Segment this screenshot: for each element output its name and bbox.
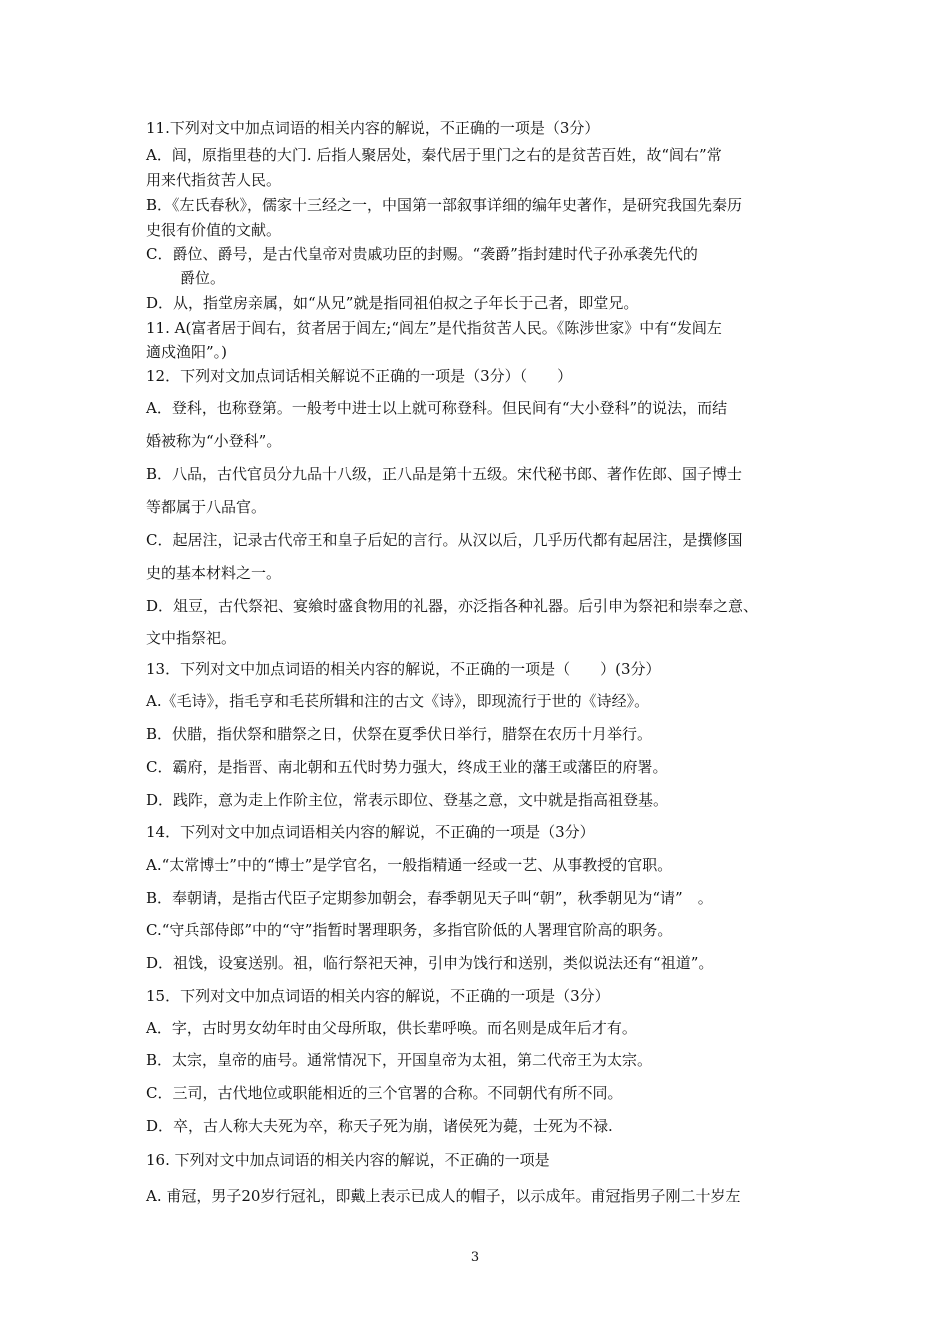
text-line: A．字，古时男女幼年时由父母所取，供长辈呼唤。而名则是成年后才有。 — [146, 1019, 637, 1037]
text-line: 爵位。 — [180, 269, 226, 287]
text-line: A．登科，也称登第。一般考中进士以上就可称登科。但民间有“大小登科”的说法，而结 — [146, 399, 728, 417]
text-line: 12．下列对文加点词话相关解说不正确的一项是（3分）（ ） — [146, 367, 573, 385]
text-line: 適戍渔阳”。) — [146, 343, 228, 361]
text-line: C．爵位、爵号，是古代皇帝对贵戚功臣的封赐。“袭爵”指封建时代子孙承袭先代的 — [146, 245, 698, 263]
text-line: 等都属于八品官。 — [146, 498, 267, 516]
text-line: 史的基本材料之一。 — [146, 564, 282, 582]
text-line: D．卒，古人称大夫死为卒，称天子死为崩，诸侯死为薨，士死为不禄. — [146, 1117, 613, 1135]
text-line: 16. 下列对文中加点词语的相关内容的解说，不正确的一项是 — [146, 1151, 550, 1169]
text-line: A.《毛诗》，指毛亨和毛苌所辑和注的古文《诗》，即现流行于世的《诗经》。 — [146, 692, 650, 710]
text-line: 14．下列对文中加点词语相关内容的解说，不正确的一项是（3分） — [146, 823, 595, 841]
text-line: A．闾，原指里巷的大门. 后指人聚居处，秦代居于里门之右的是贫苦百姓，故“闾右”常 — [146, 146, 722, 164]
text-line: 11. A(富者居于闾右，贫者居于闾左;“闾左”是代指贫苦人民。《陈涉世家》中有“发闾左 — [146, 319, 722, 337]
text-line: D．践阼，意为走上作阶主位，常表示即位、登基之意，文中就是指高祖登基。 — [146, 791, 669, 809]
text-line: B．奉朝请，是指古代臣子定期参加朝会，春季朝见天子叫“朝”，秋季朝见为“请” 。 — [146, 889, 713, 907]
text-line: D．俎豆，古代祭祀、宴飨时盛食物用的礼器，亦泛指各种礼器。后引申为祭祀和崇奉之意、 — [146, 597, 759, 615]
text-line: 史很有价值的文献。 — [146, 221, 282, 239]
text-line: D．祖饯，设宴送别。祖，临行祭祀天神，引申为饯行和送别，类似说法还有“祖道”。 — [146, 954, 714, 972]
text-line: 用来代指贫苦人民。 — [146, 171, 282, 189]
text-line: C．起居注，记录古代帝王和皇子后妃的言行。从汉以后，几乎历代都有起居注，是撰修国 — [146, 531, 743, 549]
text-line: D．从，指堂房亲属，如“从兄”就是指同祖伯叔之子年长于己者，即堂兄。 — [146, 294, 639, 312]
text-line: 11.下列对文中加点词语的相关内容的解说，不正确的一项是（3分） — [146, 119, 600, 137]
text-line: C．霸府，是指晋、南北朝和五代时势力强大，终成王业的藩王或藩臣的府署。 — [146, 758, 668, 776]
text-line: 15．下列对文中加点词语的相关内容的解说，不正确的一项是（3分） — [146, 987, 610, 1005]
text-line: B．太宗，皇帝的庙号。通常情况下，开国皇帝为太祖，第二代帝王为太宗。 — [146, 1051, 653, 1069]
text-line: B．八品，古代官员分九品十八级，正八品是第十五级。宋代秘书郎、著作佐郎、国子博士 — [146, 465, 743, 483]
text-line: C.“守兵部侍郎”中的“守”指暂时署理职务，多指官阶低的人署理官阶高的职务。 — [146, 921, 673, 939]
text-line: B．《左氏春秋》，儒家十三经之一，中国第一部叙事详细的编年史著作，是研究我国先秦历 — [146, 196, 743, 214]
text-line: 文中指祭祀。 — [146, 629, 237, 647]
text-line: C．三司，古代地位或职能相近的三个官署的合称。不同朝代有所不同。 — [146, 1084, 623, 1102]
text-line: B．伏腊，指伏祭和腊祭之日，伏祭在夏季伏日举行，腊祭在农历十月举行。 — [146, 725, 653, 743]
text-line: 13．下列对文中加点词语的相关内容的解说，不正确的一项是（ ）(3分） — [146, 660, 661, 678]
text-line: 婚被称为“小登科”。 — [146, 432, 282, 450]
text-line: A.“太常博士”中的“博士”是学官名，一般指精通一经或一艺、从事教授的官职。 — [146, 856, 673, 874]
page-number: 3 — [470, 1250, 480, 1265]
text-line: A. 甫冠，男子20岁行冠礼，即戴上表示已成人的帽子，以示成年。甫冠指男子刚二十岁左 — [146, 1187, 741, 1205]
